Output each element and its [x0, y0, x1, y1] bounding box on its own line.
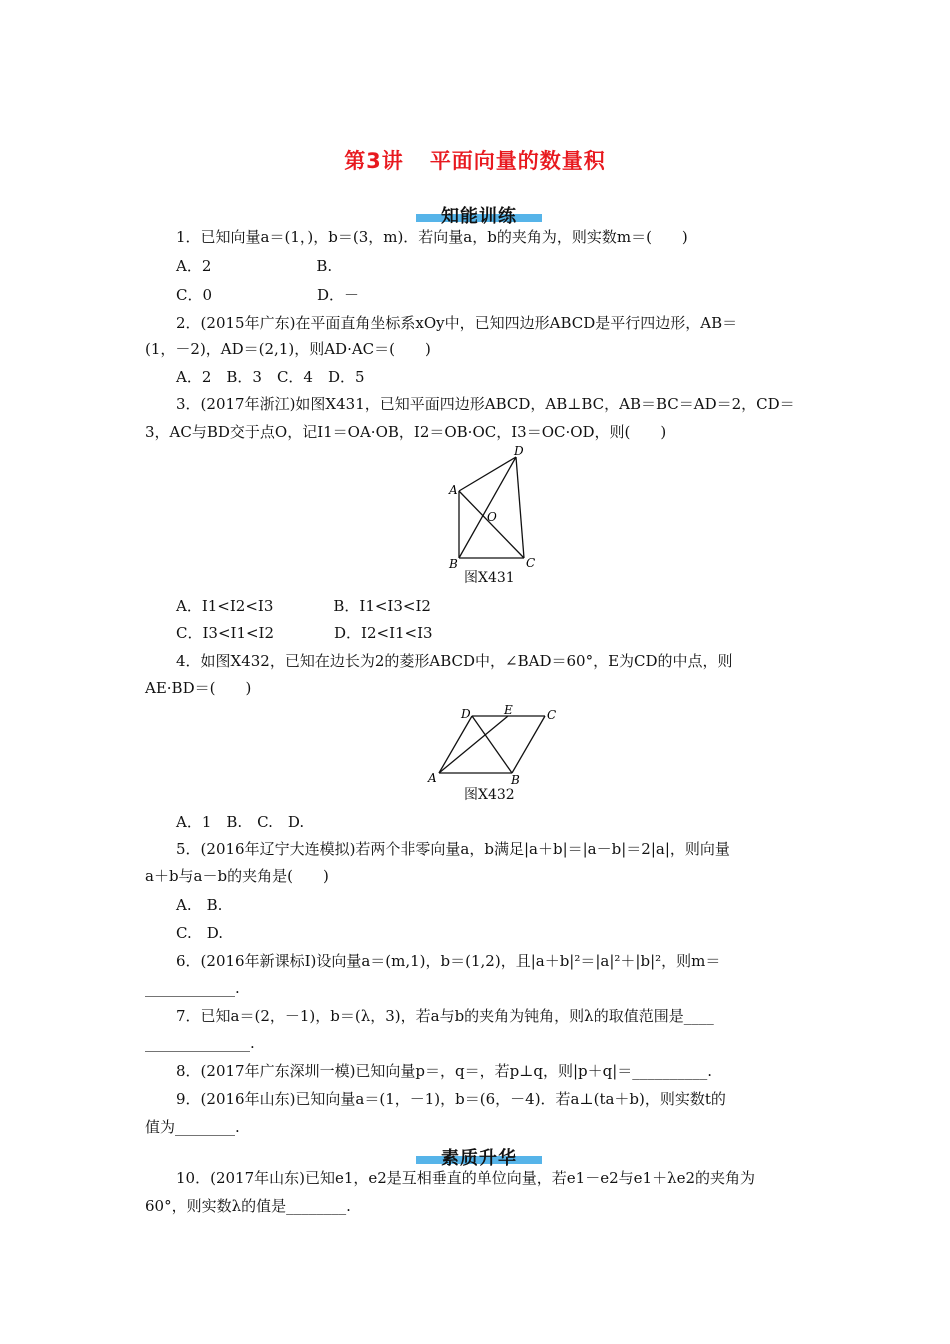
q9-line2: 值为________.	[145, 1118, 240, 1136]
q10-line1: 10．(2017年山东)已知e1，e2是互相垂直的单位向量，若e1－e2与e1＋λe2的夹角为	[176, 1169, 755, 1187]
q4-line1: 4．如图X432，已知在边长为2的菱形ABCD中，∠BAD＝60°，E为CD的中点，则	[176, 652, 733, 670]
section-banner-advanced	[416, 1144, 542, 1169]
q9-line1: 9．(2016年山东)已知向量a＝(1，－1)，b＝(6，－4)．若a⊥(ta＋b)，则实数t的	[176, 1090, 726, 1108]
section-title-advanced: 素质升华	[441, 1148, 517, 1169]
q3-line1: 3．(2017年浙江)如图X431，已知平面四边形ABCD，AB⊥BC，AB＝BC＝AD＝2，CD＝	[176, 395, 795, 413]
q1-options-cd: C．0 D．－	[176, 286, 360, 304]
fig432-label-a: A	[428, 771, 437, 785]
figure-x432-caption: 图X432	[464, 787, 515, 803]
q10-line2: 60°，则实数λ的值是________.	[145, 1197, 351, 1215]
q3-line2: 3，AC与BD交于点O，记I1＝OA·OB，I2＝OB·OC，I3＝OC·OD，则( )	[145, 423, 667, 441]
fig431-label-b: B	[449, 557, 458, 571]
fig431-label-o: O	[487, 510, 497, 524]
fig431-label-a: A	[449, 483, 458, 497]
fig431-label-c: C	[526, 556, 536, 570]
fig432-label-e: E	[504, 703, 513, 717]
figure-x431	[440, 445, 540, 575]
q1-options-ab: A．2 B.	[176, 257, 333, 275]
page-title	[0, 145, 950, 175]
fig432-label-d: D	[461, 707, 471, 721]
q7-line1: 7．已知a＝(2，－1)，b＝(λ，3)，若a与b的夹角为钝角，则λ的取值范围是____	[176, 1007, 714, 1025]
q2-options: A．2 B．3 C．4 D．5	[176, 368, 365, 386]
q1-stem: 1．已知向量a＝(1，)，b＝(3，m)．若向量a，b的夹角为，则实数m＝( )	[176, 228, 688, 246]
q5-options-cd: C. D.	[176, 924, 223, 942]
q5-options-ab: A. B.	[176, 896, 223, 914]
q6-line1: 6．(2016年新课标Ⅰ)设向量a＝(m,1)，b＝(1,2)，且|a＋b|²＝|a|²＋|b|²，则m＝	[176, 952, 721, 970]
q8-line1: 8．(2017年广东深圳一模)已知向量p＝，q＝，若p⊥q，则|p＋q|＝__________.	[176, 1062, 713, 1080]
figure-x432	[425, 703, 565, 785]
q3-options-ab: A．I1<I2<I3 B．I1<I3<I2	[176, 597, 431, 615]
q4-options: A．1 B. C. D.	[176, 813, 305, 831]
q7-line2: ______________.	[145, 1034, 255, 1052]
q5-line1: 5．(2016年辽宁大连模拟)若两个非零向量a，b满足|a＋b|＝|a－b|＝2|a|，则向量	[176, 840, 730, 858]
q2-line1: 2．(2015年广东)在平面直角坐标系xOy中，已知四边形ABCD是平行四边形，AB＝	[176, 314, 738, 332]
section-banner-basic	[416, 202, 542, 227]
q3-options-cd: C．I3<I1<I2 D．I2<I1<I3	[176, 624, 433, 642]
section-title-basic: 知能训练	[441, 206, 517, 227]
fig431-label-d: D	[514, 445, 524, 458]
lecture-number: 第3讲	[344, 149, 404, 173]
q4-line2: AE·BD＝( )	[145, 679, 252, 697]
figure-x431-caption: 图X431	[464, 570, 515, 586]
q6-line2: ____________.	[145, 979, 240, 997]
lecture-topic: 平面向量的数量积	[429, 149, 606, 173]
q2-line2: (1，－2)，AD＝(2,1)，则AD·AC＝( )	[145, 340, 431, 358]
fig432-label-c: C	[547, 708, 557, 722]
fig432-label-b: B	[511, 773, 520, 785]
q5-line2: a＋b与a－b的夹角是( )	[145, 867, 329, 885]
